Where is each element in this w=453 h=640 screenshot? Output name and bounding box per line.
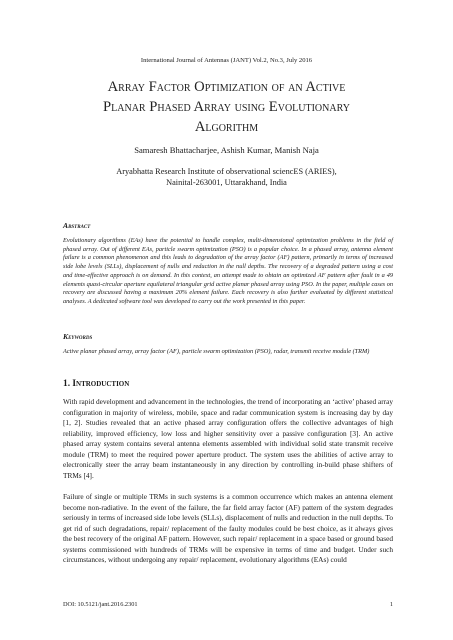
keywords-body: Active planar phased array, array factor (AF), particle swarm optimization (PSO), radar, transmit receive module (TRM) [63,348,370,355]
paper-title [40,77,413,137]
affiliation-line: Nainital-263001, Uttarakhand, India [166,178,287,187]
title-line: Planar Phased Array using Evolutionary [103,99,350,115]
title-line: Array Factor Optimization of an Active [107,79,346,95]
affiliation-line: Aryabhatta Research Institute of observational sciencES (ARIES), [116,167,337,176]
title-line: Algorithm [194,119,259,135]
doi-label: DOI: 10.5121/jant.2016.2301 [63,601,138,608]
affiliation [0,166,453,188]
keywords-heading: Keywords [63,332,93,341]
author-list: Samaresh Bhattacharjee, Ashish Kumar, Manish Naja [134,145,319,155]
abstract-heading: Abstract [63,221,91,230]
introduction-paragraph-2: Failure of single or multiple TRMs in such systems is a common occurrence which makes an antenna element become non-radiative. In the event of the failure, the far field array factor (AF) pattern of the system degrades seriously in terms of increased side lobe levels (SLLs), displacement of nulls and reduction in the null depths. To get rid of such degradations, repair/ replacement of the faulty modules could be best choice, as it always gives the best recovery of the original AF pattern. However, such repair/ replacement in a space based or ground based systems commissioned with hundreds of TRMs will be expensive in terms of time and budget. Under such circumstances, without undergoing any repair/ replacement, evolutionary algorithms (EAs) could [63,492,393,564]
abstract-body: Evolutionary algorithms (EAs) have the potential to handle complex, multi-dimensional optimization problems in the field of phased array. Out of different EAs, particle swarm optimization (PSO) is a popular choice. In a phased array, antenna element failure is a common phenomenon and this leads to degradation of the array factor (AF) pattern, primarily in terms of increased side lobe levels (SLLs), displacement of nulls and reduction in the null depths. The recovery of a degraded pattern using a cost and time-effective approach is on demand. In this context, an attempt made to obtain an optimized AF pattern after fault in a 49 elements quasi-circular aperture equilateral triangular grid active planar phased array using PSO. In the paper, multiple cases on recovery are discussed having a maximum 20% element failure. Each recovery is also further evaluated by different statistical analyses. A dedicated software tool was developed to carry out the work presented in this paper. [63,237,393,305]
introduction-heading: 1. Introduction [63,379,130,389]
page-footer [63,601,393,608]
page-number: 1 [389,601,393,608]
journal-header: International Journal of Antennas (JANT) Vol.2, No.3, July 2016 [140,57,313,64]
introduction-paragraph-1: With rapid development and advancement in the technologies, the trend of incorporating an ‘active’ phased array configuration in majority of wireless, mobile, space and radar communication system is increasing day by day [1, 2]. Studies revealed that an active phased array configuration offers the collective advantages of high reliability, improved efficiency, low loss and higher sensitivity over a passive configuration [3]. An active phased array system contains several antenna elements assembled with individual solid state transmit receive module (TRM) to meet the required power aperture product. The system uses the abilities of active array to electronically steer the array beam instantaneously in any direction by controlling in-build phase shifters of TRMs [4]. [63,397,393,480]
